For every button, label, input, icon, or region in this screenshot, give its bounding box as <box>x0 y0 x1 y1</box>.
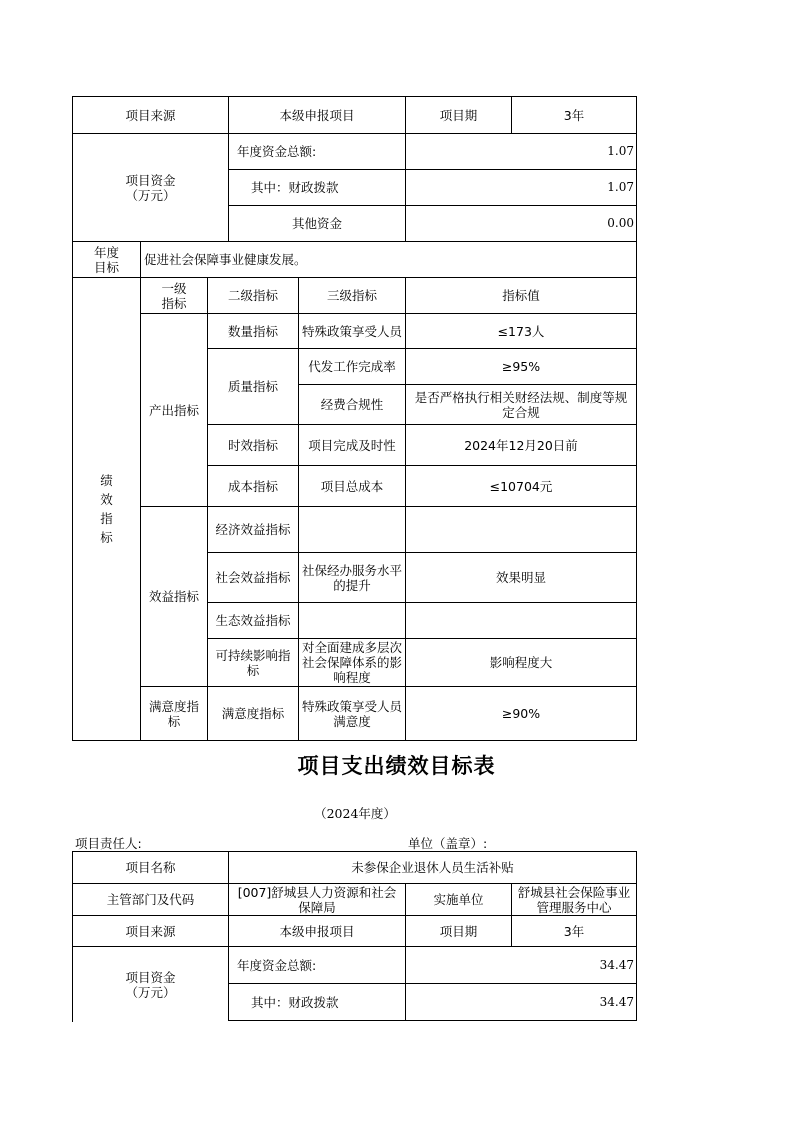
ecological-l3 <box>298 602 405 638</box>
table1-bottom-border <box>72 740 637 741</box>
project-name-value: 未参保企业退休人员生活补贴 <box>228 851 636 883</box>
quantity-l3: 特殊政策享受人员 <box>298 313 405 348</box>
quality1-value: ≥95% <box>405 348 636 384</box>
satisfaction-l3: 特殊政策享受人员满意度 <box>298 686 405 740</box>
funds-label-2: 项目资金 （万元） <box>72 946 228 1022</box>
impl-unit-label: 实施单位 <box>405 883 511 915</box>
fiscal-label: 其中：财政拨款 <box>228 169 405 205</box>
source-value: 本级申报项目 <box>228 96 405 133</box>
economic-l2: 经济效益指标 <box>207 506 298 552</box>
table2-bottom-border <box>228 1020 637 1021</box>
dept-value: [007]舒城县人力资源和社会保障局 <box>228 883 405 915</box>
social-l3: 社保经办服务水平的提升 <box>298 552 405 602</box>
quality1-l3: 代发工作完成率 <box>298 348 405 384</box>
goal-label: 年度 目标 <box>72 241 140 277</box>
header-level2: 二级指标 <box>207 277 298 313</box>
period-label: 项目期 <box>405 96 511 133</box>
goal-value: 促进社会保障事业健康发展。 <box>140 241 636 277</box>
economic-value <box>405 506 636 552</box>
period-value-2: 3年 <box>511 915 636 946</box>
benefit-indicator-label: 效益指标 <box>140 506 207 686</box>
time-value: 2024年12月20日前 <box>405 424 636 465</box>
annual-total-value: 1.07 <box>405 133 636 169</box>
header-level1: 一级 指标 <box>140 277 207 313</box>
quality-l2: 质量指标 <box>207 348 298 424</box>
cost-l2: 成本指标 <box>207 465 298 506</box>
dept-label: 主管部门及代码 <box>72 883 228 915</box>
source-value-2: 本级申报项目 <box>228 915 405 946</box>
sustainable-l3: 对全面建成多层次社会保障体系的影响程度 <box>298 638 405 686</box>
fiscal-value: 1.07 <box>405 169 636 205</box>
time-l2: 时效指标 <box>207 424 298 465</box>
quality2-l3: 经费合规性 <box>298 384 405 424</box>
time-l3: 项目完成及时性 <box>298 424 405 465</box>
fiscal-value-2: 34.47 <box>405 983 636 1020</box>
fiscal-label-2: 其中：财政拨款 <box>228 983 405 1020</box>
source-label-2: 项目来源 <box>72 915 228 946</box>
output-indicator-label: 产出指标 <box>140 313 207 506</box>
funds-label: 项目资金 （万元） <box>72 133 228 241</box>
source-label: 项目来源 <box>72 96 228 133</box>
header-value: 指标值 <box>405 277 636 313</box>
social-l2: 社会效益指标 <box>207 552 298 602</box>
form-title: 项目支出绩效目标表 <box>297 754 496 778</box>
annual-total-value-2: 34.47 <box>405 946 636 983</box>
form-year: （2024年度） <box>314 806 396 821</box>
social-value: 效果明显 <box>405 552 636 602</box>
quantity-value: ≤173人 <box>405 313 636 348</box>
sustainable-l2: 可持续影响指标 <box>207 638 298 686</box>
performance-label: 绩效指标 <box>72 277 140 740</box>
other-value: 0.00 <box>405 205 636 241</box>
unit-seal-label: 单位（盖章）: <box>408 836 488 851</box>
header-level3: 三级指标 <box>298 277 405 313</box>
satisfaction-indicator-label: 满意度指 标 <box>140 686 207 740</box>
period-value: 3年 <box>511 96 636 133</box>
annual-total-label-2: 年度资金总额: <box>228 946 405 983</box>
annual-total-label: 年度资金总额: <box>228 133 405 169</box>
table1-right-border <box>636 96 637 740</box>
cost-l3: 项目总成本 <box>298 465 405 506</box>
satisfaction-l2: 满意度指标 <box>207 686 298 740</box>
other-label: 其他资金 <box>228 205 405 241</box>
ecological-l2: 生态效益指标 <box>207 602 298 638</box>
responsible-person-label: 项目责任人: <box>75 836 142 851</box>
quality2-value: 是否严格执行相关财经法规、制度等规定合规 <box>405 384 636 424</box>
impl-unit-value: 舒城县社会保险事业管理服务中心 <box>511 883 636 915</box>
table2-right-border <box>636 851 637 1020</box>
cost-value: ≤10704元 <box>405 465 636 506</box>
ecological-value <box>405 602 636 638</box>
period-label-2: 项目期 <box>405 915 511 946</box>
project-name-label: 项目名称 <box>72 851 228 883</box>
quantity-l2: 数量指标 <box>207 313 298 348</box>
satisfaction-value: ≥90% <box>405 686 636 740</box>
economic-l3 <box>298 506 405 552</box>
sustainable-value: 影响程度大 <box>405 638 636 686</box>
